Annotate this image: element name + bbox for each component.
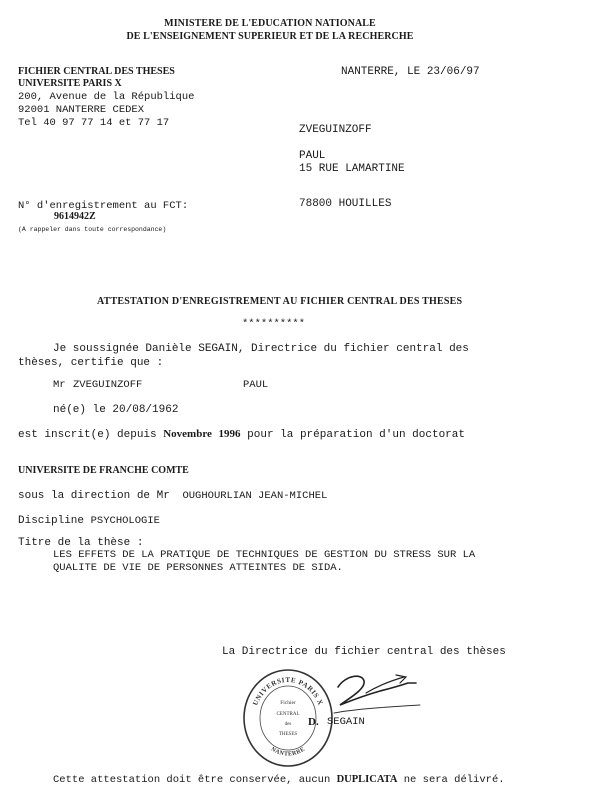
sender-university: UNIVERSITE PARIS X (18, 78, 122, 89)
recipient-city: 78800 HOUILLES (299, 198, 392, 210)
director-name: OUGHOURLIAN JEAN-MICHEL (182, 490, 328, 502)
title-stars: ********** (242, 318, 306, 330)
enrolment-line (18, 428, 465, 441)
stamp-ring-bottom: NANTERRE (269, 746, 307, 758)
thesis-label: Titre de la thèse : (18, 537, 144, 549)
thesis-title-line-1: LES EFFETS DE LA PRATIQUE DE TECHNIQUES DE GESTION DU STRESS SUR LA (53, 549, 476, 561)
enrolled-post: pour la préparation d'un doctorat (247, 429, 465, 441)
ministry-line-2: DE L'ENSEIGNEMENT SUPERIEUR ET DE LA RECHERCHE (126, 31, 414, 42)
svg-text:NANTERRE (270, 746, 307, 757)
footer-notice (53, 774, 505, 786)
discipline-label: Discipline (18, 515, 85, 527)
enrolled-month: Novembre (163, 428, 212, 440)
thesis-title-line-2: QUALITE DE VIE DE PERSONNES ATTEINTES DE SIDA. (53, 562, 343, 574)
document-title: ATTESTATION D'ENREGISTREMENT AU FICHIER CENTRAL DES THESES (97, 296, 463, 307)
recipient-first-name: PAUL (299, 150, 326, 162)
stamp-center-1: Fichier (280, 700, 296, 706)
born-label: né(e) le (53, 404, 106, 416)
direction-line (18, 490, 327, 502)
sender-street: 200, Avenue de la République (18, 91, 195, 103)
sender-city: 92001 NANTERRE CEDEX (18, 104, 145, 116)
enrolled-year: 1996 (218, 428, 241, 440)
civility: Mr (53, 379, 66, 391)
sender-office: FICHIER CENTRAL DES THESES (18, 66, 175, 77)
student-first-name: PAUL (243, 379, 269, 391)
student-last-name: ZVEGUINZOFF (73, 379, 143, 391)
stamp-center-2: CENTRAL (276, 712, 300, 717)
discipline-value: PSYCHOLOGIE (90, 515, 160, 527)
born-date: 20/08/1962 (112, 404, 179, 416)
footer-post: ne sera délivré. (403, 774, 505, 786)
official-stamp (238, 664, 338, 770)
university: UNIVERSITE DE FRANCHE COMTE (18, 465, 189, 476)
registration-label: N° d'enregistrement au FCT: (18, 200, 189, 212)
registration-note: (A rappeler dans toute correspondance) (18, 226, 167, 233)
discipline-line (18, 515, 160, 527)
footer-duplicata: DUPLICATA (336, 774, 398, 785)
stamp-center-4: THESES (278, 732, 298, 737)
signatory-role: La Directrice du fichier central des thèses (222, 646, 506, 658)
place-date: NANTERRE, LE 23/06/97 (341, 66, 480, 78)
direction-label: sous la direction de Mr (18, 490, 170, 502)
stamp-ring-top: UNIVERSITE PARIS X (251, 675, 325, 707)
enrolled-pre: est inscrit(e) depuis (18, 429, 157, 441)
footer-pre: Cette attestation doit être conservée, aucun (53, 774, 331, 786)
registration-number: 9614942Z (54, 211, 96, 222)
sender-phone: Tel 40 97 77 14 et 77 17 (18, 117, 170, 129)
signatory-name: SEGAIN (327, 716, 365, 728)
recipient-street: 15 RUE LAMARTINE (299, 163, 405, 175)
ministry-line-1: MINISTERE DE L'EDUCATION NATIONALE (164, 18, 376, 29)
intro-line-1: Je soussignée Danièle SEGAIN, Directrice du fichier central des (53, 343, 469, 355)
birth-line (53, 404, 178, 416)
intro-line-2: thèses, certifie que : (18, 357, 164, 369)
recipient-name: ZVEGUINZOFF (299, 124, 372, 136)
signatory-initial: D. (308, 716, 319, 728)
stamp-center-3: des (284, 722, 292, 727)
